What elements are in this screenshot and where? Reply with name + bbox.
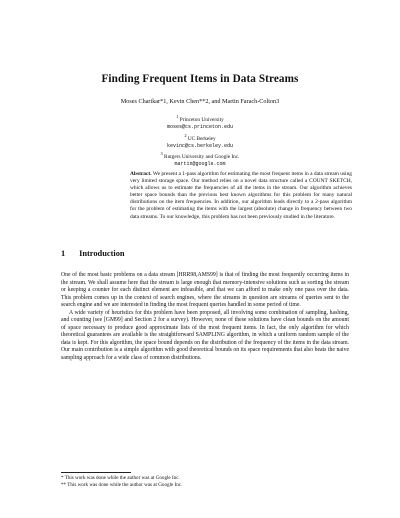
affiliation-mark: 3: [160, 151, 163, 157]
affiliation-email: moses@cs.princeton.edu: [166, 124, 233, 131]
body-text: [61, 272, 349, 362]
abstract-text: We present a 1-pass algorithm for estimating the most frequent items in a data stream using very limited storage space. Our method relies on a novel data structure called a COUNT SKETCH, which allows us to estimate the frequencies of all the items in the stream. Our algorithm achieves better space bounds than the previous best known algorithms for this problem for many natural distributions on the item frequencies. In addition, our algorithm leads directly to a 2-pass algorithm for the problem of estimating the items with the largest (absolute) change in frequency between two data streams. To our knowledge, this problem has not been previously studied in the literature.: [130, 171, 353, 220]
affiliation-3: [0, 150, 400, 161]
affiliation-email: kevinc@cs.berkeley.edu: [166, 142, 233, 149]
affiliation-name: Princeton University: [179, 116, 224, 123]
footnote-1: * This work was done while the author was at Google Inc.: [61, 475, 180, 481]
affiliation-name: UC Berkeley: [187, 135, 216, 142]
section-heading: [61, 249, 125, 258]
paragraph-1: One of the most basic problems on a data stream [HRR98,AMS99] is that of finding the most frequently occurring items in the stream. We shall assume here that the stream is large enough that memory-intensive solutions such as sorting the stream or keeping a counter for each distinct element are infeasible, and that we can afford to make only one pass over the data. This problem comes up in the context of search engines, where the streams in question are streams of queries sent to the search engine and we are interested in finding the most frequent queries handled in some period of time.: [61, 272, 349, 308]
abstract-label: Abstract.: [130, 171, 152, 177]
affiliation-1: [0, 113, 400, 124]
paper-title: Finding Frequent Items in Data Streams: [101, 73, 299, 85]
author-line: Moses Charikar*1, Kevin Chen**2, and Martin Farach-Colton3: [120, 98, 280, 105]
footnotes: [61, 475, 349, 489]
footnote-2: ** This work was done while the author was at Google Inc.: [61, 481, 183, 488]
paragraph-2: A wide variety of heuristics for this problem have been proposed, all involving some combination of sampling, hashing, and counting (see [GM99] and Section 2 for a survey). However, none of these solutions have clean bounds on the amount of space necessary to produce good approximate lists of the most frequent items. In fact, the only algorithm for which theoretical guarantees are available is the straightforward SAMPLING algorithm, in which a uniform random sample of the data is kept. For this algorithm, the space bound depends on the distribution of the frequency of the items in the data stream. Our main contribution is a simple algorithm with good theoretical bounds on its space requirements that also beats the naive sampling approach for a wide class of common distributions.: [61, 309, 349, 361]
footnote-rule: [61, 472, 131, 473]
affiliation-2: [0, 132, 400, 143]
affiliation-name: Rutgers University and Google Inc.: [164, 153, 240, 160]
abstract: [130, 171, 352, 221]
affiliations: [0, 113, 400, 169]
affiliation-mark: 2: [184, 132, 187, 138]
section-title: Introduction: [79, 249, 125, 258]
section-number: 1: [61, 249, 66, 258]
affiliation-mark: 1: [176, 114, 179, 119]
affiliation-email: martin@google.com: [174, 161, 226, 168]
